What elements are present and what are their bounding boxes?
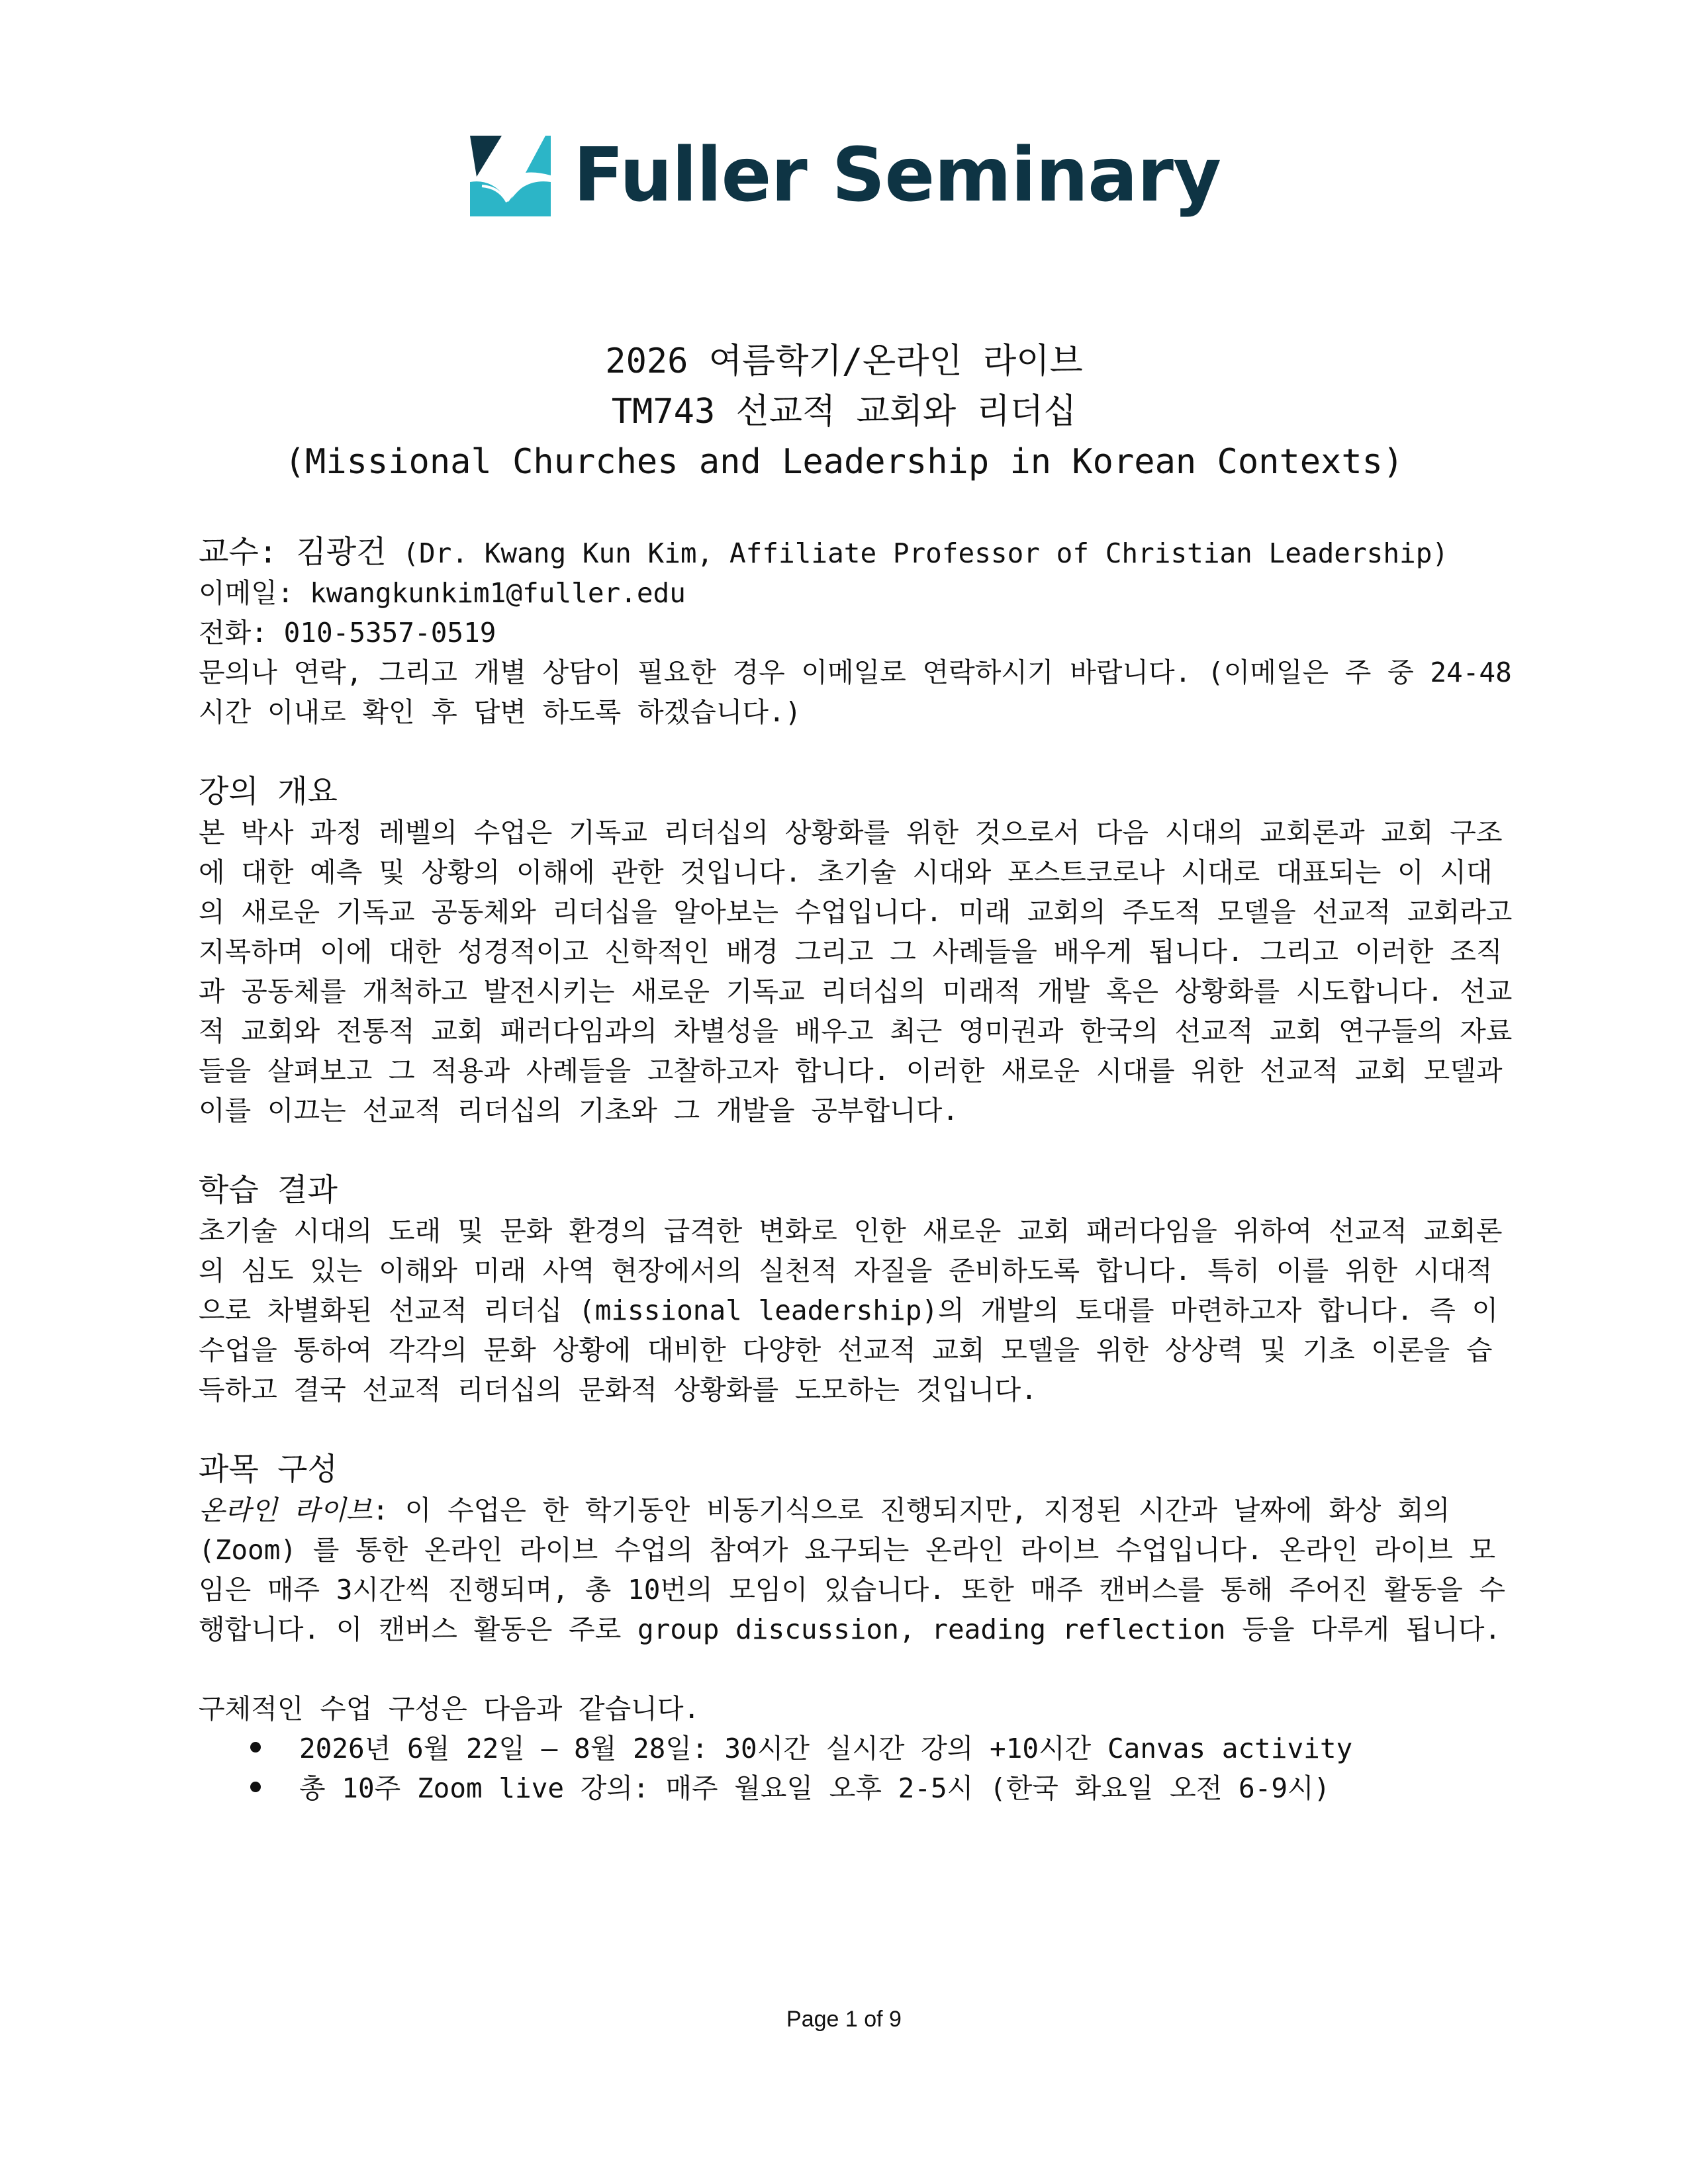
- phone-line: 전화: 010-5357-0519: [199, 617, 496, 649]
- bullet-icon: [250, 1782, 261, 1792]
- email-line: 이메일: kwangkunkim1@fuller.edu: [199, 577, 686, 609]
- mode-text: : 이 수업은 한 학기동안 비동기식으로 진행되지만, 지정된 시간과 날짜에 화상 회의(Zoom) 를 통한 온라인 라이브 수업의 참여가 요구되는 온라인 라이브 수업입니다. 온라인 라이브 모임은 매주 3시간씩 진행되며, 총 10번의 모임이 있습니다. 또한 매주 캔버스를 통해 주어진 활동을 수행합니다. 이 캔버스 활동은 주로 group discussion, reading reflection 등을 다루게 됩니다.: [199, 1494, 1506, 1645]
- structure-body: [199, 1490, 1516, 1649]
- course-english-title: (Missional Churches and Leadership in Korean Contexts): [284, 442, 1404, 482]
- mode-label: 온라인 라이브: [199, 1494, 373, 1526]
- overview-body: 본 박사 과정 레벨의 수업은 기독교 리더십의 상황화를 위한 것으로서 다음 시대의 교회론과 교회 구조에 대한 예측 및 상황의 이해에 관한 것입니다. 초기술 시대와 포스트코로나 시대로 대표되는 이 시대의 새로운 기독교 공동체와 리더십을 알아보는 수업입니다. 미래 교회의 주도적 모델을 선교적 교회라고 지목하며 이에 대한 성경적이고 신학적인 배경 그리고 그 사례들을 배우게 됩니다. 그리고 이러한 조직과 공동체를 개척하고 발전시키는 새로운 기독교 리더십의 미래적 개발 혹은 상황화를 시도합니다. 선교적 교회와 전통적 교회 패러다임과의 차별성을 배우고 최근 영미권과 한국의 선교적 교회 연구들의 자료들을 살펴보고 그 적용과 사례들을 고찰하고자 합니다. 이러한 새로운 시대를 위한 선교적 교회 모델과 이를 이끄는 선교적 리더십의 기초와 그 개발을 공부합니다.: [199, 817, 1513, 1126]
- schedule-item-text: 총 10주 Zoom live 강의: 매주 월요일 오후 2-5시 (한국 화요일 오전 6-9시): [299, 1772, 1331, 1804]
- outcomes-body: 초기술 시대의 도래 및 문화 환경의 급격한 변화로 인한 새로운 교회 패러다임을 위하여 선교적 교회론의 심도 있는 이해와 미래 사역 현장에서의 실천적 자질을 준비하도록 합니다. 특히 이를 위한 시대적으로 차별화된 선교적 리더십 (missional leadership)의 개발의 토대를 마련하고자 합니다. 즉 이 수업을 통하여 각각의 문화 상황에 대비한 다양한 선교적 교회 모델을 위한 상상력 및 기초 이론을 습득하고 결국 선교적 리더십의 문화적 상황화를 도모하는 것입니다.: [199, 1215, 1503, 1406]
- schedule-item-text: 2026년 6월 22일 – 8월 28일: 30시간 실시간 강의 +10시간 Canvas activity: [299, 1733, 1353, 1764]
- bullet-icon: [250, 1742, 261, 1752]
- course-code-title: TM743 선교적 교회와 리더십: [611, 392, 1077, 432]
- logo-wordmark: Fuller Seminary: [573, 132, 1221, 218]
- professor-detail: (Dr. Kwang Kun Kim, Affiliate Professor of Christian Leadership): [386, 537, 1449, 569]
- professor-line: [199, 533, 1516, 573]
- page-number: Page 1 of 9: [786, 2007, 902, 2032]
- schedule-list: [199, 1729, 1516, 1808]
- contact-note: 문의나 연락, 그리고 개별 상담이 필요한 경우 이메일로 연락하시기 바랍니다. (이메일은 주 중 24-48시간 이내로 확인 후 답변 하도록 하겠습니다.): [199, 657, 1512, 728]
- details-intro: 구체적인 수업 구성은 다음과 같습니다.: [199, 1693, 700, 1725]
- fuller-seminary-logo: [0, 132, 1688, 218]
- term-title: 2026 여름학기/온라인 라이브: [605, 341, 1083, 381]
- structure-heading: 과목 구성: [199, 1451, 338, 1488]
- document-body: [199, 533, 1516, 1808]
- open-book-logo-icon: [467, 133, 553, 218]
- list-item: [199, 1729, 1516, 1768]
- course-title-block: [0, 336, 1688, 487]
- professor-label: 교수: 김광건: [199, 534, 387, 570]
- list-item: [199, 1768, 1516, 1808]
- overview-heading: 강의 개요: [199, 774, 338, 810]
- outcomes-heading: 학습 결과: [199, 1172, 338, 1208]
